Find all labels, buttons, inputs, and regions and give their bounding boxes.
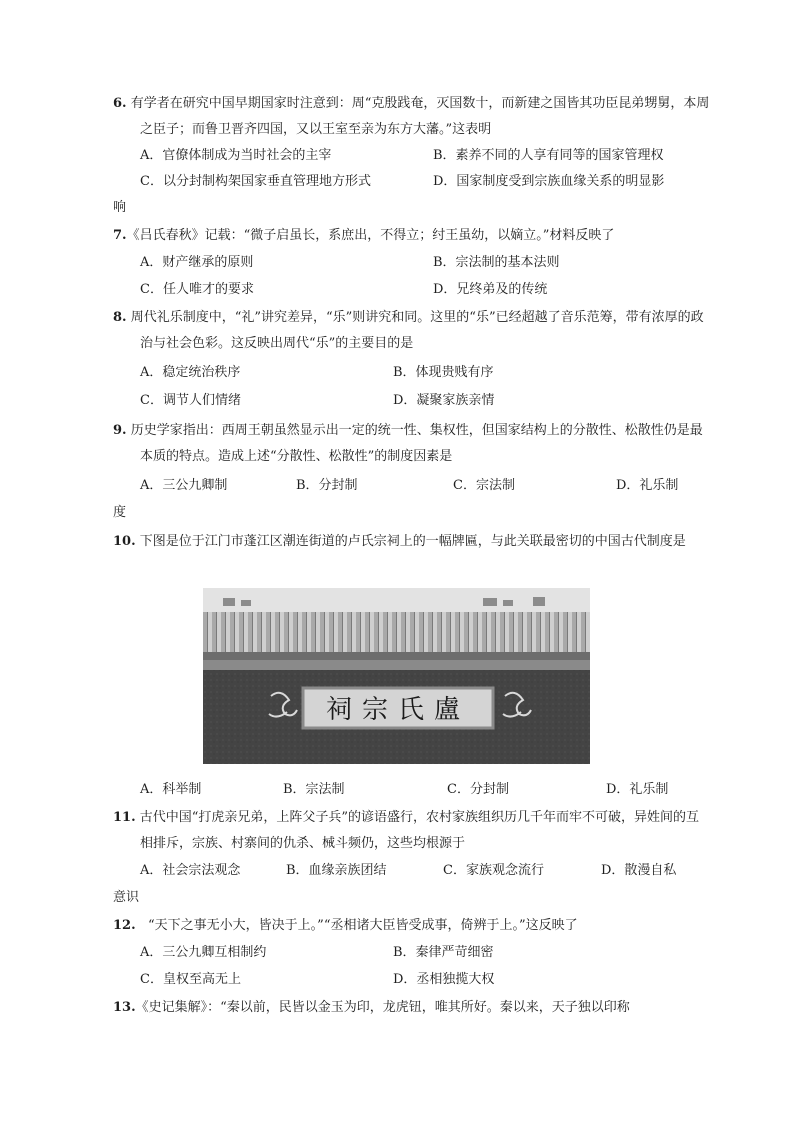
question-10-options-row: [113, 777, 683, 803]
question-6-stem: 6. 有学者在研究中国早期国家时注意到：周“克殷践奄，灭国数十，而新建之国皆其功臣昆弟甥舅，本周之臣子；而鲁卫晋齐四国，又以王室至亲为东方大藩。”这表明: [113, 96, 710, 137]
question-6-options-row-1: [113, 143, 683, 169]
question-9-option-b: B．分封制: [296, 478, 358, 493]
question-7-options-row-1: [113, 250, 683, 276]
question-8-option-d: D．凝聚家族亲情: [393, 393, 495, 408]
plaque-inscription: 盧氏宗祠: [325, 695, 471, 725]
question-11-option-c: C．家族观念流行: [443, 863, 544, 878]
question-10-option-a: A．科举制: [140, 782, 202, 797]
question-8-option-c: C．调节人们情绪: [140, 393, 241, 408]
question-10-stem: 10. 下图是位于江门市蓬江区潮连街道的卢氏宗祠上的一幅牌匾，与此关联最密切的中国古代制度是: [113, 534, 686, 549]
question-11-continuation: 意识: [113, 890, 140, 905]
question-12-option-d: D．丞相独揽大权: [393, 972, 495, 987]
question-9-option-d: D．礼乐制: [616, 478, 679, 493]
question-12-option-a: A．三公九卿互相制约: [140, 945, 267, 960]
question-10-option-c: C．分封制: [447, 782, 509, 797]
question-6-option-a: A．官僚体制成为当时社会的主宰: [140, 148, 332, 163]
question-9-option-a: A．三公九卿制: [140, 478, 228, 493]
ancestral-hall-plaque-photo: [203, 588, 590, 764]
question-7-option-a: A．财产继承的原则: [140, 255, 254, 270]
question-12-options-row-1: [113, 940, 683, 966]
question-12-stem: 12. “天下之事无小大，皆决于上。”“丞相诸大臣皆受成事，倚辨于上。”这反映了: [113, 918, 578, 933]
question-12-option-c: C．皇权至高无上: [140, 972, 241, 987]
question-11-options-row: [113, 858, 683, 884]
question-9-stem: 9. 历史学家指出：西周王朝虽然显示出一定的统一性、集权性，但国家结构上的分散性、松散性仍是最本质的特点。造成上述“分散性、松散性”的制度因素是: [113, 423, 703, 464]
question-8-stem: 8. 周代礼乐制度中，“礼”讲究差异，“乐”则讲究和同。这里的“乐”已经超越了音乐范筹，带有浓厚的政治与社会色彩。这反映出周代“乐”的主要目的是: [113, 310, 704, 351]
question-6-option-c: C．以分封制构架国家垂直管理地方形式: [140, 174, 371, 189]
question-6-options-row-2: [113, 169, 683, 195]
question-12-options-row-2: [113, 967, 683, 993]
question-7-option-b: B．宗法制的基本法则: [433, 255, 560, 270]
question-6-continuation: 响: [113, 200, 127, 215]
question-7-stem: 7.《吕氏春秋》记载：“微子启虽长，系庶出，不得立；纣王虽幼，以嫡立。”材料反映了: [113, 228, 615, 243]
question-11-option-a: A．社会宗法观念: [140, 863, 241, 878]
question-11-stem: 11. 古代中国“打虎亲兄弟，上阵父子兵”的谚语盛行，农村家族组织历几千年而牢不可破，异姓间的互相排斥，宗族、村寨间的仇杀、械斗频仍，这些均根源于: [113, 810, 700, 851]
question-10-option-b: B．宗法制: [283, 782, 345, 797]
question-11-option-b: B．血缘亲族团结: [286, 863, 387, 878]
question-8-option-b: B．体现贵贱有序: [393, 365, 494, 380]
question-8-option-a: A．稳定统治秩序: [140, 365, 241, 380]
question-9-option-c: C．宗法制: [453, 478, 515, 493]
question-8-options-row-2: [113, 388, 683, 414]
question-6-option-b: B．素养不同的人享有同等的国家管理权: [433, 148, 664, 163]
question-7-option-d: D．兄终弟及的传统: [433, 282, 548, 297]
question-9-options-row: [113, 473, 683, 499]
question-13-stem: 13.《史记集解》：“秦以前，民皆以金玉为印，龙虎钮，唯其所好。秦以来，天子独以印称: [113, 1000, 630, 1015]
question-11-option-d: D．散漫自私: [601, 863, 677, 878]
question-12-option-b: B．秦律严苛细密: [393, 945, 494, 960]
question-7-option-c: C．任人唯才的要求: [140, 282, 254, 297]
question-7-options-row-2: [113, 277, 683, 303]
question-6-option-d: D．国家制度受到宗族血缘关系的明显影: [433, 174, 665, 189]
plaque-board: [303, 688, 493, 728]
question-10-option-d: D．礼乐制: [606, 782, 669, 797]
question-8-options-row-1: [113, 360, 683, 386]
question-9-continuation: 度: [113, 505, 127, 520]
